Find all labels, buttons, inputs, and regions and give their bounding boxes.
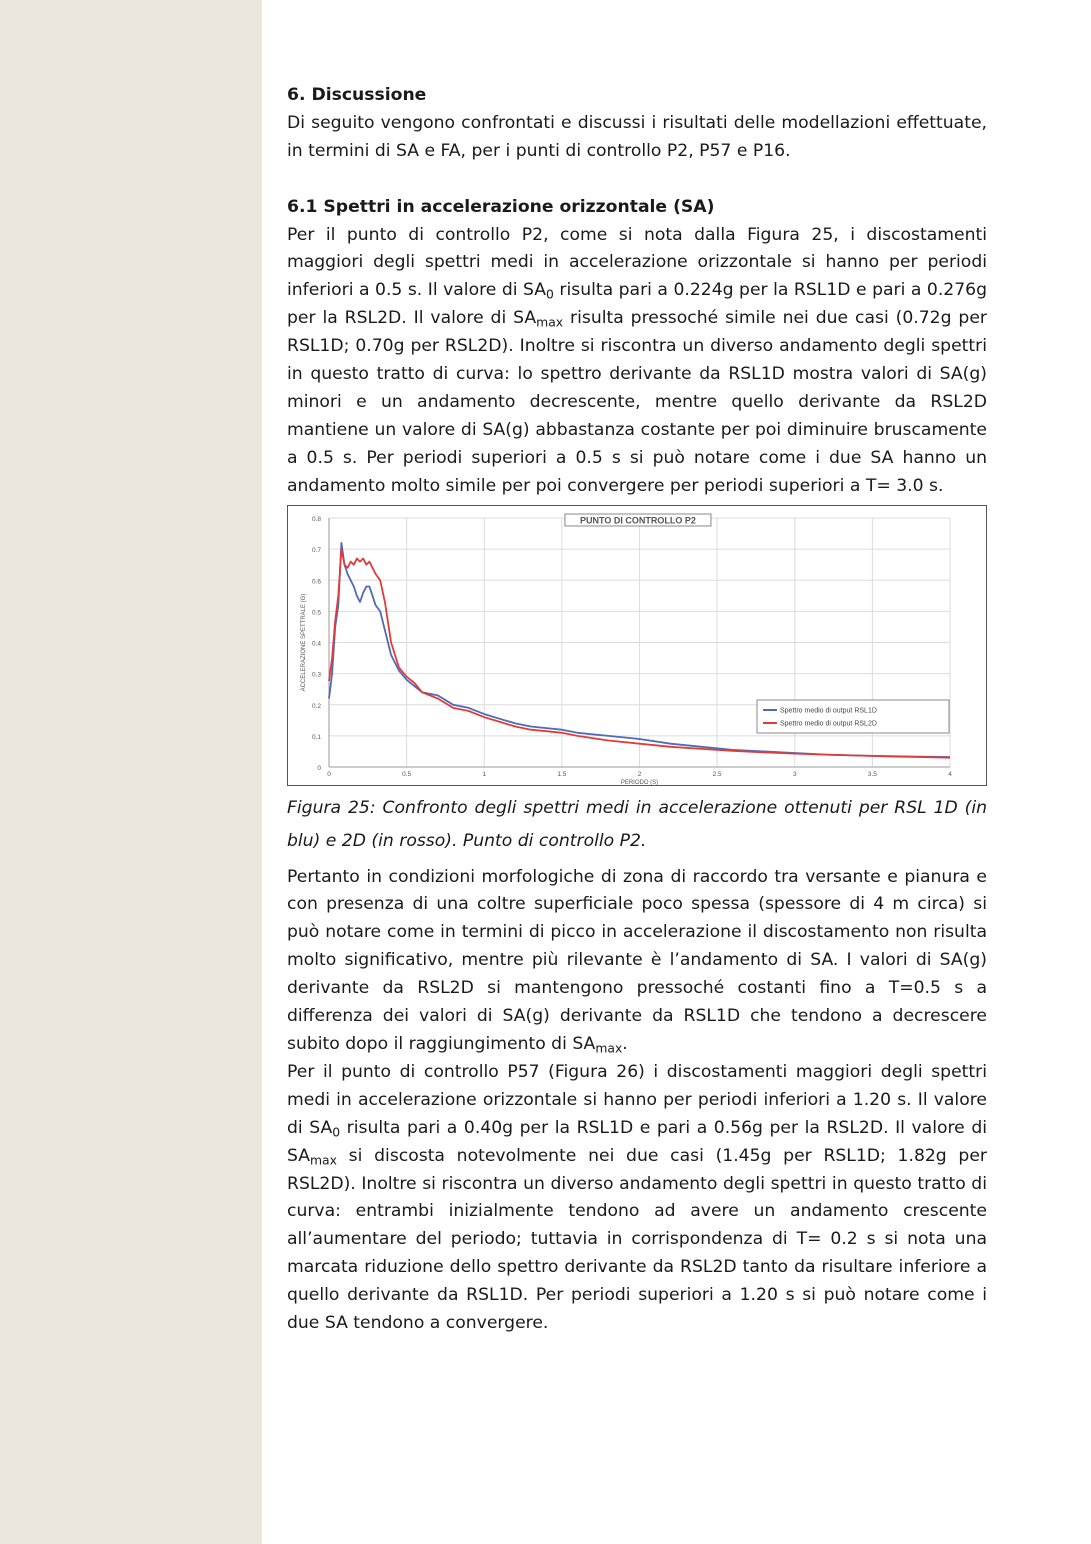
x-tick-label: 0 bbox=[327, 770, 331, 778]
figure-caption: Figura 25: Confronto degli spettri medi in accelerazione ottenuti per RSL 1D (in blu) e 2D (in rosso). Punto di controllo P2. bbox=[287, 797, 987, 851]
section-heading: 6. Discussione bbox=[287, 85, 427, 105]
y-tick-label: 0.8 bbox=[311, 515, 321, 523]
y-axis-label: ACCELERAZIONE SPETTRALE (G) bbox=[301, 593, 307, 691]
x-tick-label: 4 bbox=[948, 770, 952, 778]
x-tick-label: 3.5 bbox=[867, 770, 877, 778]
y-tick-label: 0.2 bbox=[311, 702, 321, 710]
y-tick-label: 0.5 bbox=[311, 608, 321, 616]
document-body bbox=[287, 82, 987, 1338]
y-tick-label: 0 bbox=[317, 764, 321, 772]
y-tick-label: 0.6 bbox=[311, 577, 321, 585]
paragraph-morphology: Pertanto in condizioni morfologiche di zona di raccordo tra versante e pianura e con presenza di una coltre superficiale poco spessa (spessore di 4 m circa) si può notare come in termini di picco in accelerazione il discostamento non risulta molto significativo, mentre più rilevante è l’andamento di SA. I valori di SA(g) derivante da RSL2D si mantengono pressoché costanti fino a T=0.5 s a differenza dei valori di SA(g) derivante da RSL1D che tendono a decrescere subito dopo il raggiungimento di $SA_{max}$. bbox=[287, 866, 987, 1056]
chart-title: PUNTO DI CONTROLLO P2 bbox=[580, 515, 696, 526]
y-tick-label: 0.1 bbox=[311, 733, 321, 741]
figure-25-chart bbox=[287, 505, 987, 786]
y-tick-label: 0.3 bbox=[311, 671, 321, 679]
x-tick-label: 3 bbox=[792, 770, 797, 778]
x-tick-label: 2.5 bbox=[712, 770, 722, 778]
y-tick-label: 0.7 bbox=[311, 546, 321, 554]
legend-box bbox=[757, 700, 949, 733]
x-tick-label: 1 bbox=[482, 770, 487, 778]
legend-entry-1: Spettro medio di output RSL1D bbox=[780, 707, 877, 715]
paragraph-p57: Per il punto di controllo P57 (Figura 26) i discostamenti maggiori degli spettri medi in accelerazione orizzontale si hanno per periodi inferiori a 1.20 s. Il valore di $SA_0$ risulta pari a 0.40g per la RSL1D e pari a 0.56g per la RSL2D. Il valore di $SA_{max}$ si discosta notevolmente nei due casi (1.45g per RSL1D; 1.82g per RSL2D). Inoltre si riscontra un diverso andamento degli spettri in questo tratto di curva: entrambi inizialmente tendono ad avere un andamento crescente all’aumentare del periodo; tuttavia in corrispondenza di T= 0.2 s si nota una marcata riduzione dello spettro derivante da RSL2D tanto da risultare inferiore a quello derivante da RSL1D. Per periodi superiori a 1.20 s si può notare come i due SA tendono a convergere. bbox=[287, 1061, 988, 1334]
legend-entry-2: Spettro medio di output RSL2D bbox=[780, 720, 877, 728]
section-intro: Di seguito vengono confrontati e discussi i risultati delle modellazioni effettuate, in termini di SA e FA, per i punti di controllo P2, P57 e P16. bbox=[287, 112, 987, 161]
x-tick-label: 2 bbox=[637, 770, 642, 778]
x-axis-label: PERIODO (S) bbox=[620, 779, 659, 785]
paragraph-p2: Per il punto di controllo P2, come si nota dalla Figura 25, i discostamenti maggiori degli spettri medi in accelerazione orizzontale si hanno per periodi inferiori a 0.5 s. Il valore di $SA_0$ risulta pari a 0.224g per la RSL1D e pari a 0.276g per la RSL2D. Il valore di $SA_{max}$ risulta pressoché simile nei due casi (0.72g per RSL1D; 0.70g per RSL2D). Inoltre si riscontra un diverso andamento degli spettri in questo tratto di curva: lo spettro derivante da RSL1D mostra valori di SA(g) minori e un andamento decrescente, mentre quello derivante da RSL2D mantiene un valore di SA(g) abbastanza costante per poi diminuire bruscamente a 0.5 s. Per periodi superiori a 0.5 s si può notare come i due SA hanno un andamento molto simile per poi convergere per periodi superiori a T= 3.0 s. bbox=[287, 224, 987, 496]
x-tick-label: 1.5 bbox=[557, 770, 567, 778]
subsection-heading: 6.1 Spettri in accelerazione orizzontale (SA) bbox=[287, 196, 715, 217]
y-tick-label: 0.4 bbox=[311, 640, 321, 648]
page-side-band bbox=[0, 0, 262, 1544]
x-tick-label: 0.5 bbox=[402, 770, 412, 778]
spectra-chart bbox=[288, 506, 986, 785]
